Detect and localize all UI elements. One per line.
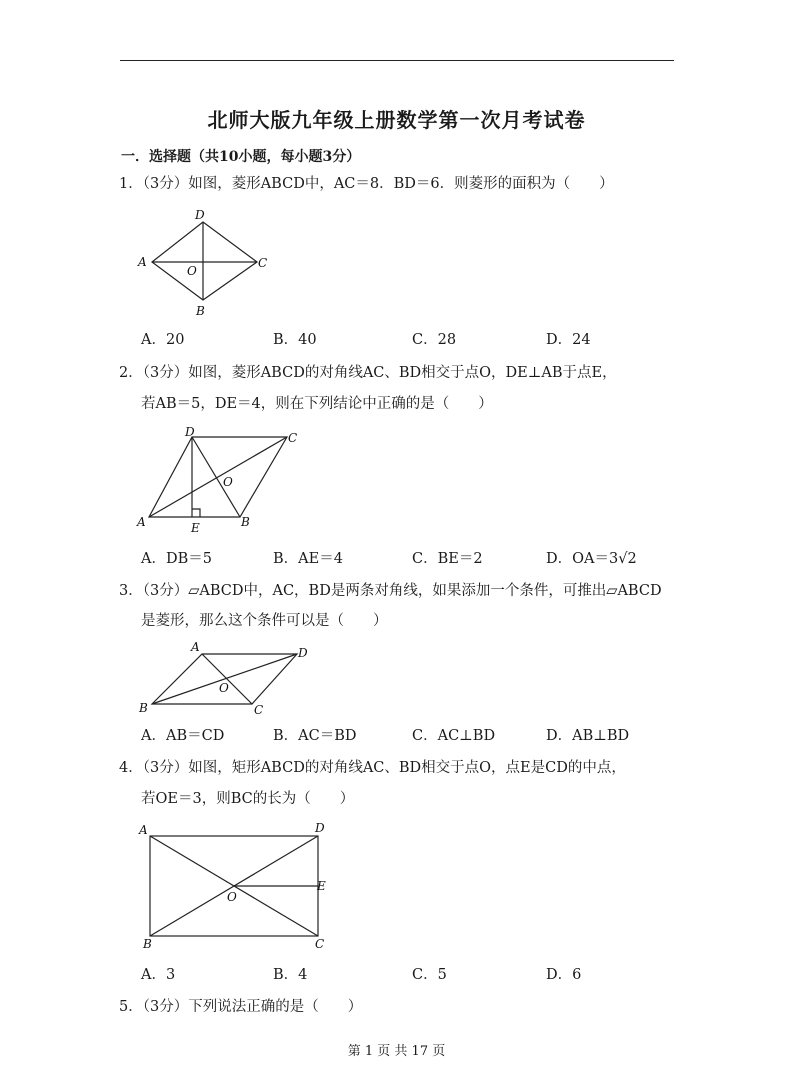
q1-option-b: B．40 <box>273 332 317 348</box>
label-a: A <box>138 255 147 269</box>
label-o: O <box>227 890 237 904</box>
question-3-figure <box>135 640 320 720</box>
question-2-text-line2: 若AB＝5，DE＝4，则在下列结论中正确的是（ ） <box>141 396 493 412</box>
label-o: O <box>219 681 229 695</box>
label-a: A <box>137 515 146 529</box>
label-c: C <box>288 431 298 445</box>
label-o: O <box>187 264 197 278</box>
label-e: E <box>191 521 200 535</box>
q4-option-d: D．6 <box>546 967 582 983</box>
q2-option-c: C．BE＝2 <box>412 551 483 567</box>
q2-option-a: A．DB＝5 <box>141 551 212 567</box>
label-b: B <box>196 304 205 318</box>
label-c: C <box>258 256 268 270</box>
q1-option-c: C．28 <box>412 332 457 348</box>
q1-option-d: D．24 <box>546 332 591 348</box>
right-angle-mark <box>192 509 200 517</box>
label-b: B <box>143 937 152 951</box>
header-rule <box>120 60 674 61</box>
label-b: B <box>139 701 148 715</box>
diagonal-ac <box>149 437 287 517</box>
question-2-text: 2．（3分）如图，菱形ABCD的对角线AC、BD相交于点O，DE⊥AB于点E， <box>119 365 617 381</box>
q3-option-c: C．AC⊥BD <box>412 728 496 744</box>
label-o: O <box>223 475 233 489</box>
question-4-text: 4．（3分）如图，矩形ABCD的对角线AC、BD相交于点O，点E是CD的中点， <box>119 760 626 776</box>
label-d: D <box>185 425 195 439</box>
question-3-text: 3．（3分）▱ABCD中，AC，BD是两条对角线，如果添加一个条件，可推出▱ABCD <box>119 583 662 599</box>
page-title: 北师大版九年级上册数学第一次月考试卷 <box>207 108 586 132</box>
label-c: C <box>254 703 264 717</box>
question-5-text: 5．（3分）下列说法正确的是（ ） <box>119 999 363 1015</box>
label-e: E <box>317 879 326 893</box>
question-1-text: 1．（3分）如图，菱形ABCD中，AC＝8．BD＝6．则菱形的面积为（ ） <box>119 176 614 192</box>
q2-option-d: D．OA＝3√2 <box>546 551 637 567</box>
label-a: A <box>191 640 200 654</box>
diagonal-ac <box>202 654 252 704</box>
q4-option-c: C．5 <box>412 967 447 983</box>
question-3-text-line2: 是菱形，那么这个条件可以是（ ） <box>141 613 388 629</box>
label-d: D <box>298 646 308 660</box>
q1-option-a: A．20 <box>141 332 185 348</box>
page-footer: 第 1 页 共 17 页 <box>347 1044 446 1059</box>
label-a: A <box>139 823 148 837</box>
q4-option-b: B．4 <box>273 967 308 983</box>
label-b: B <box>241 515 250 529</box>
question-2-figure <box>135 425 310 540</box>
label-d: D <box>315 821 325 835</box>
q3-option-b: B．AC＝BD <box>273 728 357 744</box>
rhombus-outline <box>152 222 257 300</box>
section-heading: 一．选择题（共10小题，每小题3分） <box>121 149 361 165</box>
question-4-figure <box>135 820 335 955</box>
q4-option-a: A．3 <box>141 967 176 983</box>
label-c: C <box>315 937 325 951</box>
question-1-figure <box>135 205 275 320</box>
question-4-text-line2: 若OE＝3，则BC的长为（ ） <box>141 791 355 807</box>
label-d: D <box>195 208 205 222</box>
q3-option-a: A．AB＝CD <box>141 728 225 744</box>
q2-option-b: B．AE＝4 <box>273 551 343 567</box>
q3-option-d: D．AB⊥BD <box>546 728 630 744</box>
